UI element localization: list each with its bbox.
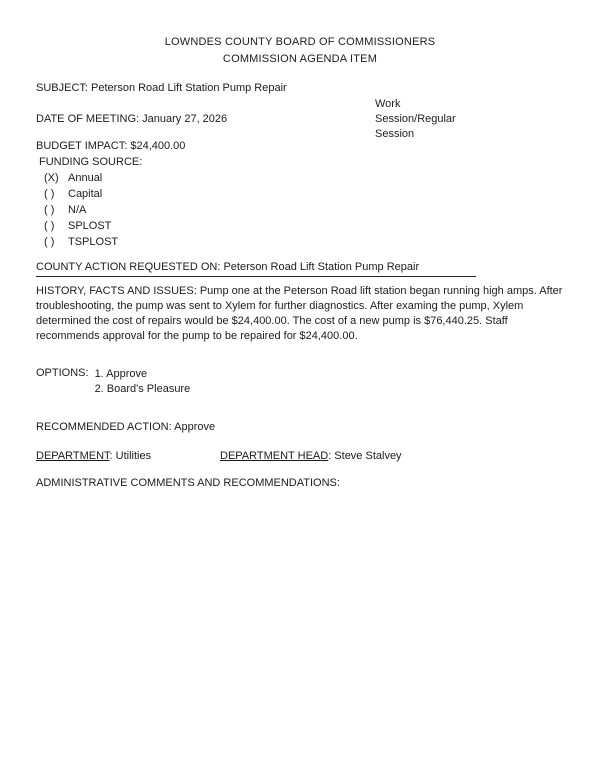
- funding-source-label: FUNDING SOURCE:: [39, 156, 143, 168]
- subject-label: SUBJECT:: [36, 82, 88, 94]
- funding-option-label: SPLOST: [68, 220, 112, 232]
- checkbox-mark-annual: (X): [44, 172, 59, 184]
- history-label: HISTORY, FACTS AND ISSUES:: [36, 285, 197, 297]
- subject-line: [36, 82, 287, 94]
- option-boards-pleasure: 2. Board's Pleasure: [94, 383, 191, 395]
- budget-impact-line: [36, 140, 185, 152]
- options-list: [95, 367, 191, 397]
- funding-option-label: Capital: [68, 188, 103, 200]
- funding-option-tsplost: [44, 236, 118, 252]
- department-head-pair: [220, 450, 402, 462]
- funding-option-na: [44, 204, 118, 220]
- county-action-label: COUNTY ACTION REQUESTED ON:: [36, 261, 221, 273]
- funding-option-annual: [44, 172, 118, 188]
- options-label: OPTIONS:: [36, 367, 89, 379]
- county-action-value: Peterson Road Lift Station Pump Repair: [223, 261, 420, 273]
- session-note-line1: Work: [375, 98, 401, 110]
- recommended-action-line: [36, 421, 215, 433]
- department-label: DEPARTMENT: [36, 450, 110, 462]
- department-value: : Utilities: [109, 450, 152, 462]
- department-row: [36, 450, 564, 462]
- funding-option-splost: [44, 220, 118, 236]
- date-of-meeting-value: January 27, 2026: [142, 113, 228, 125]
- checkbox-mark-tsplost: ( ): [44, 236, 55, 248]
- county-action-line: [36, 261, 476, 277]
- budget-impact-value: $24,400.00: [130, 140, 186, 152]
- funding-option-label: Annual: [68, 172, 103, 184]
- checkbox-mark-splost: ( ): [44, 220, 55, 232]
- department-head-label: DEPARTMENT HEAD: [220, 450, 329, 462]
- checkbox-mark-na: ( ): [44, 204, 55, 216]
- funding-option-capital: [44, 188, 118, 204]
- checkbox-mark-capital: ( ): [44, 188, 55, 200]
- date-of-meeting-line: [36, 113, 227, 125]
- funding-source-options: [44, 172, 118, 252]
- agenda-item-title: COMMISSION AGENDA ITEM: [222, 53, 378, 65]
- funding-option-label: N/A: [68, 204, 87, 216]
- document-header: [0, 34, 600, 68]
- session-note: [375, 97, 456, 142]
- department-head-value: : Steve Stalvey: [328, 450, 402, 462]
- session-note-line2: Session/Regular: [375, 113, 456, 125]
- history-facts-issues: [36, 284, 564, 344]
- board-title: LOWNDES COUNTY BOARD OF COMMISSIONERS: [164, 36, 436, 48]
- date-of-meeting-label: DATE OF MEETING:: [36, 113, 140, 125]
- recommended-action-label: RECOMMENDED ACTION:: [36, 421, 172, 433]
- session-note-line3: Session: [375, 128, 415, 140]
- recommended-action-value: Approve: [174, 421, 216, 433]
- budget-impact-label: BUDGET IMPACT:: [36, 140, 128, 152]
- department-pair: [36, 450, 151, 462]
- funding-option-label: TSPLOST: [68, 236, 119, 248]
- option-approve: 1. Approve: [94, 368, 148, 380]
- history-text: Pump one at the Peterson Road lift station began running high amps. After troubleshooting, the pump was sent to Xylem for further diagnostics. After examing the pump, Xylem determined the cost of repairs would be $24,400.00. The cost of a new pump is $76,440.25. Staff recommends approval for the pump to be repaired for $24,400.00.: [36, 285, 563, 342]
- options-section: [36, 367, 190, 397]
- admin-comments-label: ADMINISTRATIVE COMMENTS AND RECOMMENDATIONS:: [36, 477, 340, 489]
- subject-value: Peterson Road Lift Station Pump Repair: [91, 82, 287, 94]
